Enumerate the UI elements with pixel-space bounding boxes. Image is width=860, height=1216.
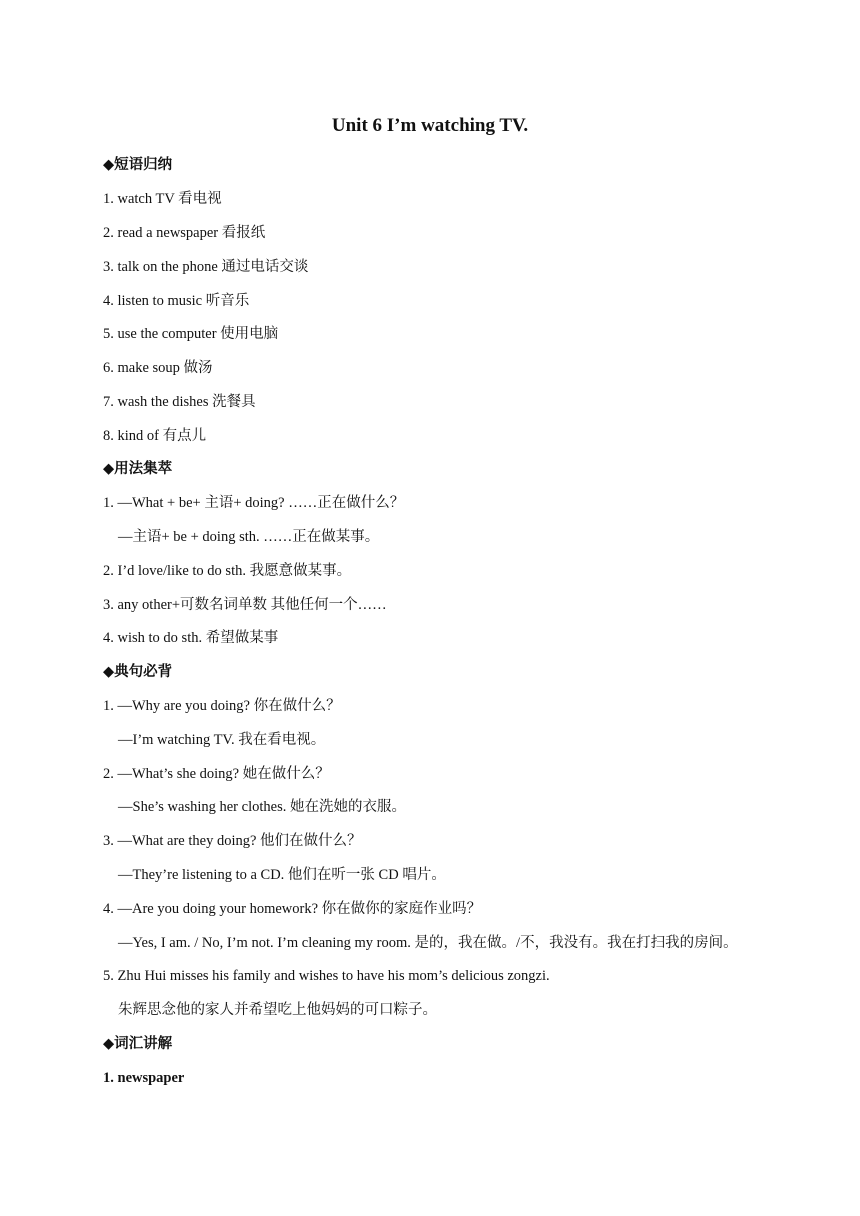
sentence-item: 1. —Why are you doing? 你在做什么？ <box>103 698 341 714</box>
sentence-item: 朱辉思念他的家人并希望吃上他妈妈的可口粽子。 <box>118 1002 437 1018</box>
sentence-item: 5. Zhu Hui misses his family and wishes to have his mom’s delicious zongzi. <box>103 968 550 984</box>
sentence-item: 3. —What are they doing? 他们在做什么？ <box>103 833 362 849</box>
phrase-item: 1. watch TV 看电视 <box>103 191 222 207</box>
phrase-item: 3. talk on the phone 通过电话交谈 <box>103 259 309 275</box>
phrase-item: 7. wash the dishes 洗餐具 <box>103 394 256 410</box>
usage-item: 3. any other+可数名词单数 其他任何一个…… <box>103 597 387 613</box>
phrase-item: 4. listen to music 听音乐 <box>103 293 250 309</box>
page-title: Unit 6 I’m watching TV. <box>331 115 529 136</box>
phrase-item: 8. kind of 有点儿 <box>103 428 207 444</box>
section-heading-usage: ◆用法集萃 <box>103 461 173 477</box>
usage-item: 4. wish to do sth. 希望做某事 <box>103 630 279 646</box>
phrase-item: 5. use the computer 使用电脑 <box>103 326 279 342</box>
sentence-item: 2. —What’s she doing? 她在做什么？ <box>103 766 330 782</box>
section-heading-vocabulary: ◆词汇讲解 <box>103 1036 173 1052</box>
section-heading-phrases: ◆短语归纳 <box>103 157 173 173</box>
usage-item: 2. I’d love/like to do sth. 我愿意做某事。 <box>103 563 352 579</box>
sentence-item: —Yes, I am. / No, I’m not. I’m cleaning my room. 是的，我在做。/不，我没有。我在打扫我的房间。 <box>118 935 738 951</box>
sentence-item: 4. —Are you doing your homework? 你在做你的家庭作业吗？ <box>103 901 482 917</box>
sentence-item: —She’s washing her clothes. 她在洗她的衣服。 <box>118 799 406 815</box>
phrase-item: 6. make soup 做汤 <box>103 360 213 376</box>
vocabulary-item: 1. newspaper <box>103 1070 185 1086</box>
sentence-item: —I’m watching TV. 我在看电视。 <box>118 732 326 748</box>
section-heading-sentences: ◆典句必背 <box>103 664 173 680</box>
usage-item: —主语+ be + doing sth. ……正在做某事。 <box>118 529 380 545</box>
phrase-item: 2. read a newspaper 看报纸 <box>103 225 266 241</box>
sentence-item: —They’re listening to a CD. 他们在听一张 CD 唱片。 <box>118 867 446 883</box>
usage-item: 1. —What + be+ 主语+ doing? ……正在做什么？ <box>103 495 405 511</box>
